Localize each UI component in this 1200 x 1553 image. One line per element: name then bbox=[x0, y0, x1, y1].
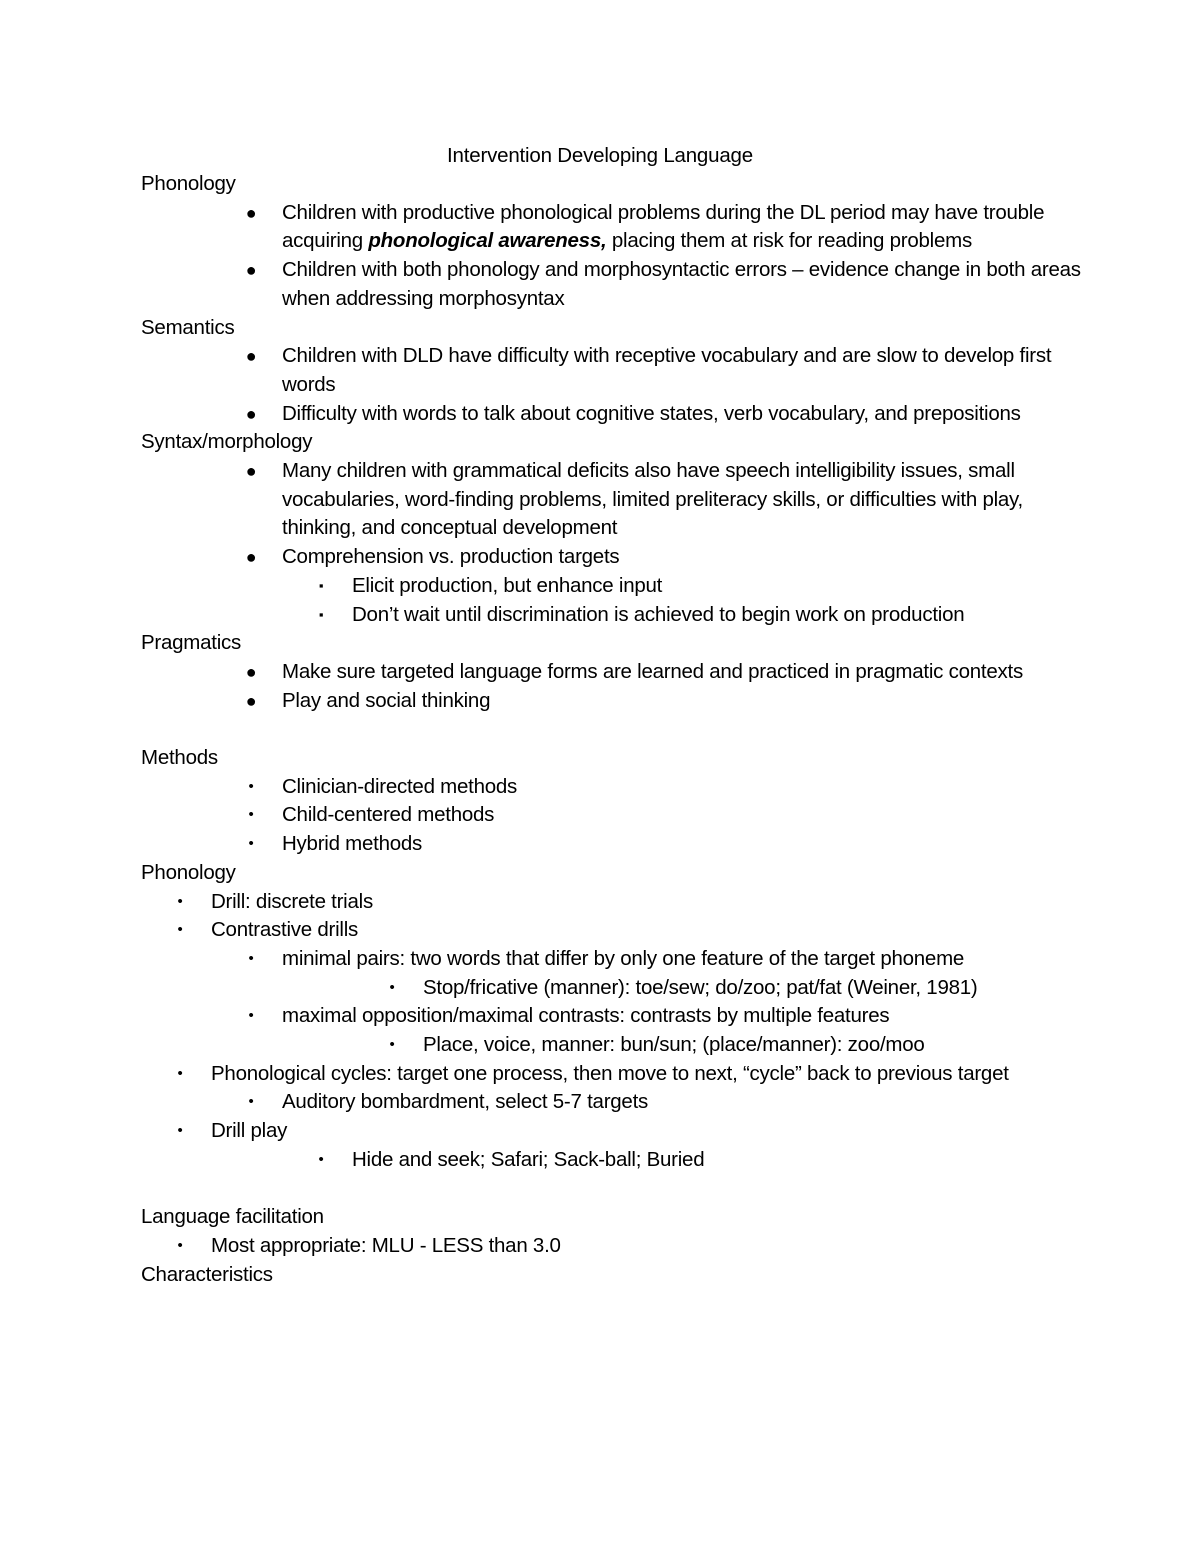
list-item: ● Make sure targeted language forms are learned and practiced in pragmatic contexts bbox=[141, 658, 1081, 687]
list-item: • Drill play bbox=[141, 1117, 1081, 1146]
bullet-icon: • bbox=[177, 1122, 183, 1140]
sub-list-item: • Auditory bombardment, select 5-7 targets bbox=[141, 1088, 1081, 1117]
bullet-icon: • bbox=[248, 777, 254, 795]
list-item: • Child-centered methods bbox=[141, 801, 1081, 830]
square-bullet-icon: ▪ bbox=[318, 606, 324, 622]
list-item: • Drill: discrete trials bbox=[141, 888, 1081, 917]
list-item: • Phonological cycles: target one process, then move to next, “cycle” back to previous target bbox=[141, 1060, 1081, 1089]
list-item: ● Comprehension vs. production targets bbox=[141, 543, 1081, 572]
list-item: ● Play and social thinking bbox=[141, 687, 1081, 716]
bullet-icon: ● bbox=[245, 260, 257, 281]
bullet-icon: • bbox=[177, 892, 183, 910]
document-body bbox=[141, 170, 1081, 1289]
heading-syntax-morphology: Syntax/morphology bbox=[141, 430, 313, 454]
bullet-icon: ● bbox=[245, 403, 257, 424]
blank-line bbox=[141, 1175, 1081, 1204]
square-bullet-icon: ▪ bbox=[318, 577, 324, 593]
bullet-icon: ● bbox=[245, 547, 257, 568]
emphasis-text: phonological awareness, bbox=[368, 229, 607, 253]
list-item: • Contrastive drills bbox=[141, 916, 1081, 945]
bullet-icon: • bbox=[177, 1064, 183, 1082]
document-title: Intervention Developing Language bbox=[447, 144, 753, 167]
bullet-icon: • bbox=[248, 806, 254, 824]
bullet-icon: ● bbox=[245, 461, 257, 482]
bullet-icon: • bbox=[389, 1036, 395, 1054]
list-item: ● Children with DLD have difficulty with receptive vocabulary and are slow to develop first words bbox=[141, 342, 1081, 399]
bullet-icon: • bbox=[318, 1150, 324, 1168]
bullet-icon: • bbox=[248, 949, 254, 967]
bullet-icon: ● bbox=[245, 661, 257, 682]
bullet-icon: ● bbox=[245, 346, 257, 367]
blank-line bbox=[141, 715, 1081, 744]
sub-list-item: ▪ Elicit production, but enhance input bbox=[141, 572, 1081, 601]
bullet-icon: ● bbox=[245, 202, 257, 223]
bullet-icon: • bbox=[248, 835, 254, 853]
heading-language-facilitation: Language facilitation bbox=[141, 1205, 324, 1229]
list-item: • Most appropriate: MLU - LESS than 3.0 bbox=[141, 1232, 1081, 1261]
heading-phonology: Phonology bbox=[141, 172, 236, 195]
list-item: • Hybrid methods bbox=[141, 830, 1081, 859]
list-item: ● Many children with grammatical deficits also have speech intelligibility issues, small vocabularies, word-finding problems, limited preliteracy skills, or difficulties with play, thinking, and conceptual development bbox=[141, 457, 1081, 543]
sub-sub-list-item: • Stop/fricative (manner): toe/sew; do/zoo; pat/fat (Weiner, 1981) bbox=[141, 974, 1081, 1003]
heading-phonology-methods: Phonology bbox=[141, 860, 236, 884]
sub-sub-list-item: • Place, voice, manner: bun/sun; (place/manner): zoo/moo bbox=[141, 1031, 1081, 1060]
list-item: ● Children with productive phonological problems during the DL period may have trouble acquiring phonological awareness, placing them at risk for reading problems bbox=[141, 199, 1081, 256]
sub-list-item: • Hide and seek; Safari; Sack-ball; Buried bbox=[141, 1146, 1081, 1175]
heading-pragmatics: Pragmatics bbox=[141, 631, 242, 655]
heading-methods: Methods bbox=[141, 746, 218, 770]
bullet-icon: • bbox=[248, 1007, 254, 1025]
sub-list-item: • minimal pairs: two words that differ by only one feature of the target phoneme bbox=[141, 945, 1081, 974]
heading-semantics: Semantics bbox=[141, 315, 235, 339]
list-item: • Clinician-directed methods bbox=[141, 773, 1081, 802]
list-item: ● Children with both phonology and morphosyntactic errors – evidence change in both areas when addressing morphosyntax bbox=[141, 256, 1081, 313]
bullet-icon: • bbox=[389, 978, 395, 996]
bullet-icon: • bbox=[177, 921, 183, 939]
list-item: ● Difficulty with words to talk about cognitive states, verb vocabulary, and prepositions bbox=[141, 400, 1081, 429]
bullet-icon: ● bbox=[245, 690, 257, 711]
bullet-icon: • bbox=[248, 1093, 254, 1111]
sub-list-item: ▪ Don’t wait until discrimination is achieved to begin work on production bbox=[141, 601, 1081, 630]
bullet-icon: • bbox=[177, 1236, 183, 1254]
sub-list-item: • maximal opposition/maximal contrasts: contrasts by multiple features bbox=[141, 1002, 1081, 1031]
heading-characteristics: Characteristics bbox=[141, 1262, 273, 1286]
